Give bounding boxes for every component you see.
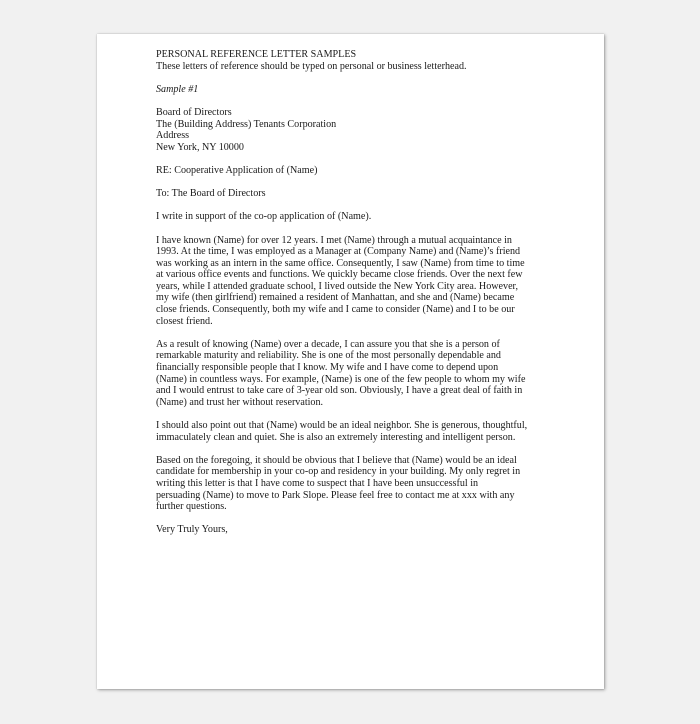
header-note: These letters of reference should be typed on personal or business letterhead.: [156, 60, 467, 72]
letter-header: [156, 49, 556, 72]
subject-line: RE: Cooperative Application of (Name): [156, 164, 318, 176]
paragraph-line: (Name) in countless ways. For example, (Name) is one of the few people to whom my wife: [156, 373, 526, 385]
paragraph-line: (Name) and trust her without reservation.: [156, 396, 324, 408]
paragraph-line: writing this letter is that I have come to suspect that I have been unsuccessful in: [156, 477, 479, 489]
salutation-block: [156, 188, 556, 200]
subject-line-block: [156, 165, 556, 177]
paragraph-line: closest friend.: [156, 315, 213, 327]
paragraph-line: at various office events and functions. We quickly became close friends. Over the next few: [156, 269, 523, 281]
paragraph-line: further questions.: [156, 501, 227, 513]
paragraph-line: Based on the foregoing, it should be obvious that I believe that (Name) would be an ideal: [156, 454, 517, 466]
paragraph-1: [156, 211, 556, 223]
paragraph-line: As a result of knowing (Name) over a decade, I can assure you that she is a person of: [156, 338, 500, 350]
letter-body: [156, 49, 556, 548]
sample-label-block: [156, 84, 556, 96]
paragraph-line: and I would entrust to take care of 3-year old son. Obviously, I have a great deal of faith in: [156, 385, 523, 397]
paragraph-3: [156, 339, 556, 409]
paragraph-line: I should also point out that (Name) would be an ideal neighbor. She is generous, thoughtful,: [156, 420, 528, 431]
recipient-address: [156, 107, 556, 153]
paragraph-line: I have known (Name) for over 12 years. I met (Name) through a mutual acquaintance in: [156, 234, 512, 246]
document-page: [97, 34, 604, 689]
paragraph-line: 1993. At the time, I was employed as a Manager at (Company Name) and (Name)’s friend: [156, 246, 521, 258]
address-line: New York, NY 10000: [156, 141, 244, 153]
header-title: PERSONAL REFERENCE LETTER SAMPLES: [156, 49, 357, 60]
paragraph-line: close friends. Consequently, both my wife and I came to consider (Name) and I to be our: [156, 304, 515, 316]
closing: Very Truly Yours,: [156, 524, 228, 536]
address-line: Board of Directors: [156, 106, 232, 118]
paragraph-line: remarkable maturity and reliability. She is one of the most personally dependable and: [156, 350, 501, 362]
paragraph-line: my wife (then girlfriend) remained a resident of Manhattan, and she and (Name) became: [156, 292, 515, 304]
paragraph-2: [156, 235, 556, 328]
address-line: Address: [156, 130, 190, 142]
sample-label: Sample #1: [156, 83, 199, 95]
address-line: The (Building Address) Tenants Corporation: [156, 118, 337, 130]
paragraph-line: candidate for membership in your co-op and residency in your building. My only regret in: [156, 466, 521, 478]
paragraph-line: years, while I attended graduate school, I lived outside the New York City area. However,: [156, 280, 519, 292]
salutation: To: The Board of Directors: [156, 188, 266, 200]
paragraph-line: immaculately clean and quiet. She is also an extremely interesting and intelligent person.: [156, 431, 516, 443]
paragraph-line: financially responsible people that I know. My wife and I have come to depend upon: [156, 362, 499, 374]
closing-block: [156, 524, 556, 536]
paragraph-line: was working as an intern in the same office. Consequently, I saw (Name) from time to time: [156, 257, 525, 269]
paragraph-5: [156, 455, 556, 513]
paragraph-line: I write in support of the co-op application of (Name).: [156, 211, 372, 223]
paragraph-4: [156, 420, 556, 443]
paragraph-line: persuading (Name) to move to Park Slope. Please feel free to contact me at xxx with any: [156, 489, 515, 501]
